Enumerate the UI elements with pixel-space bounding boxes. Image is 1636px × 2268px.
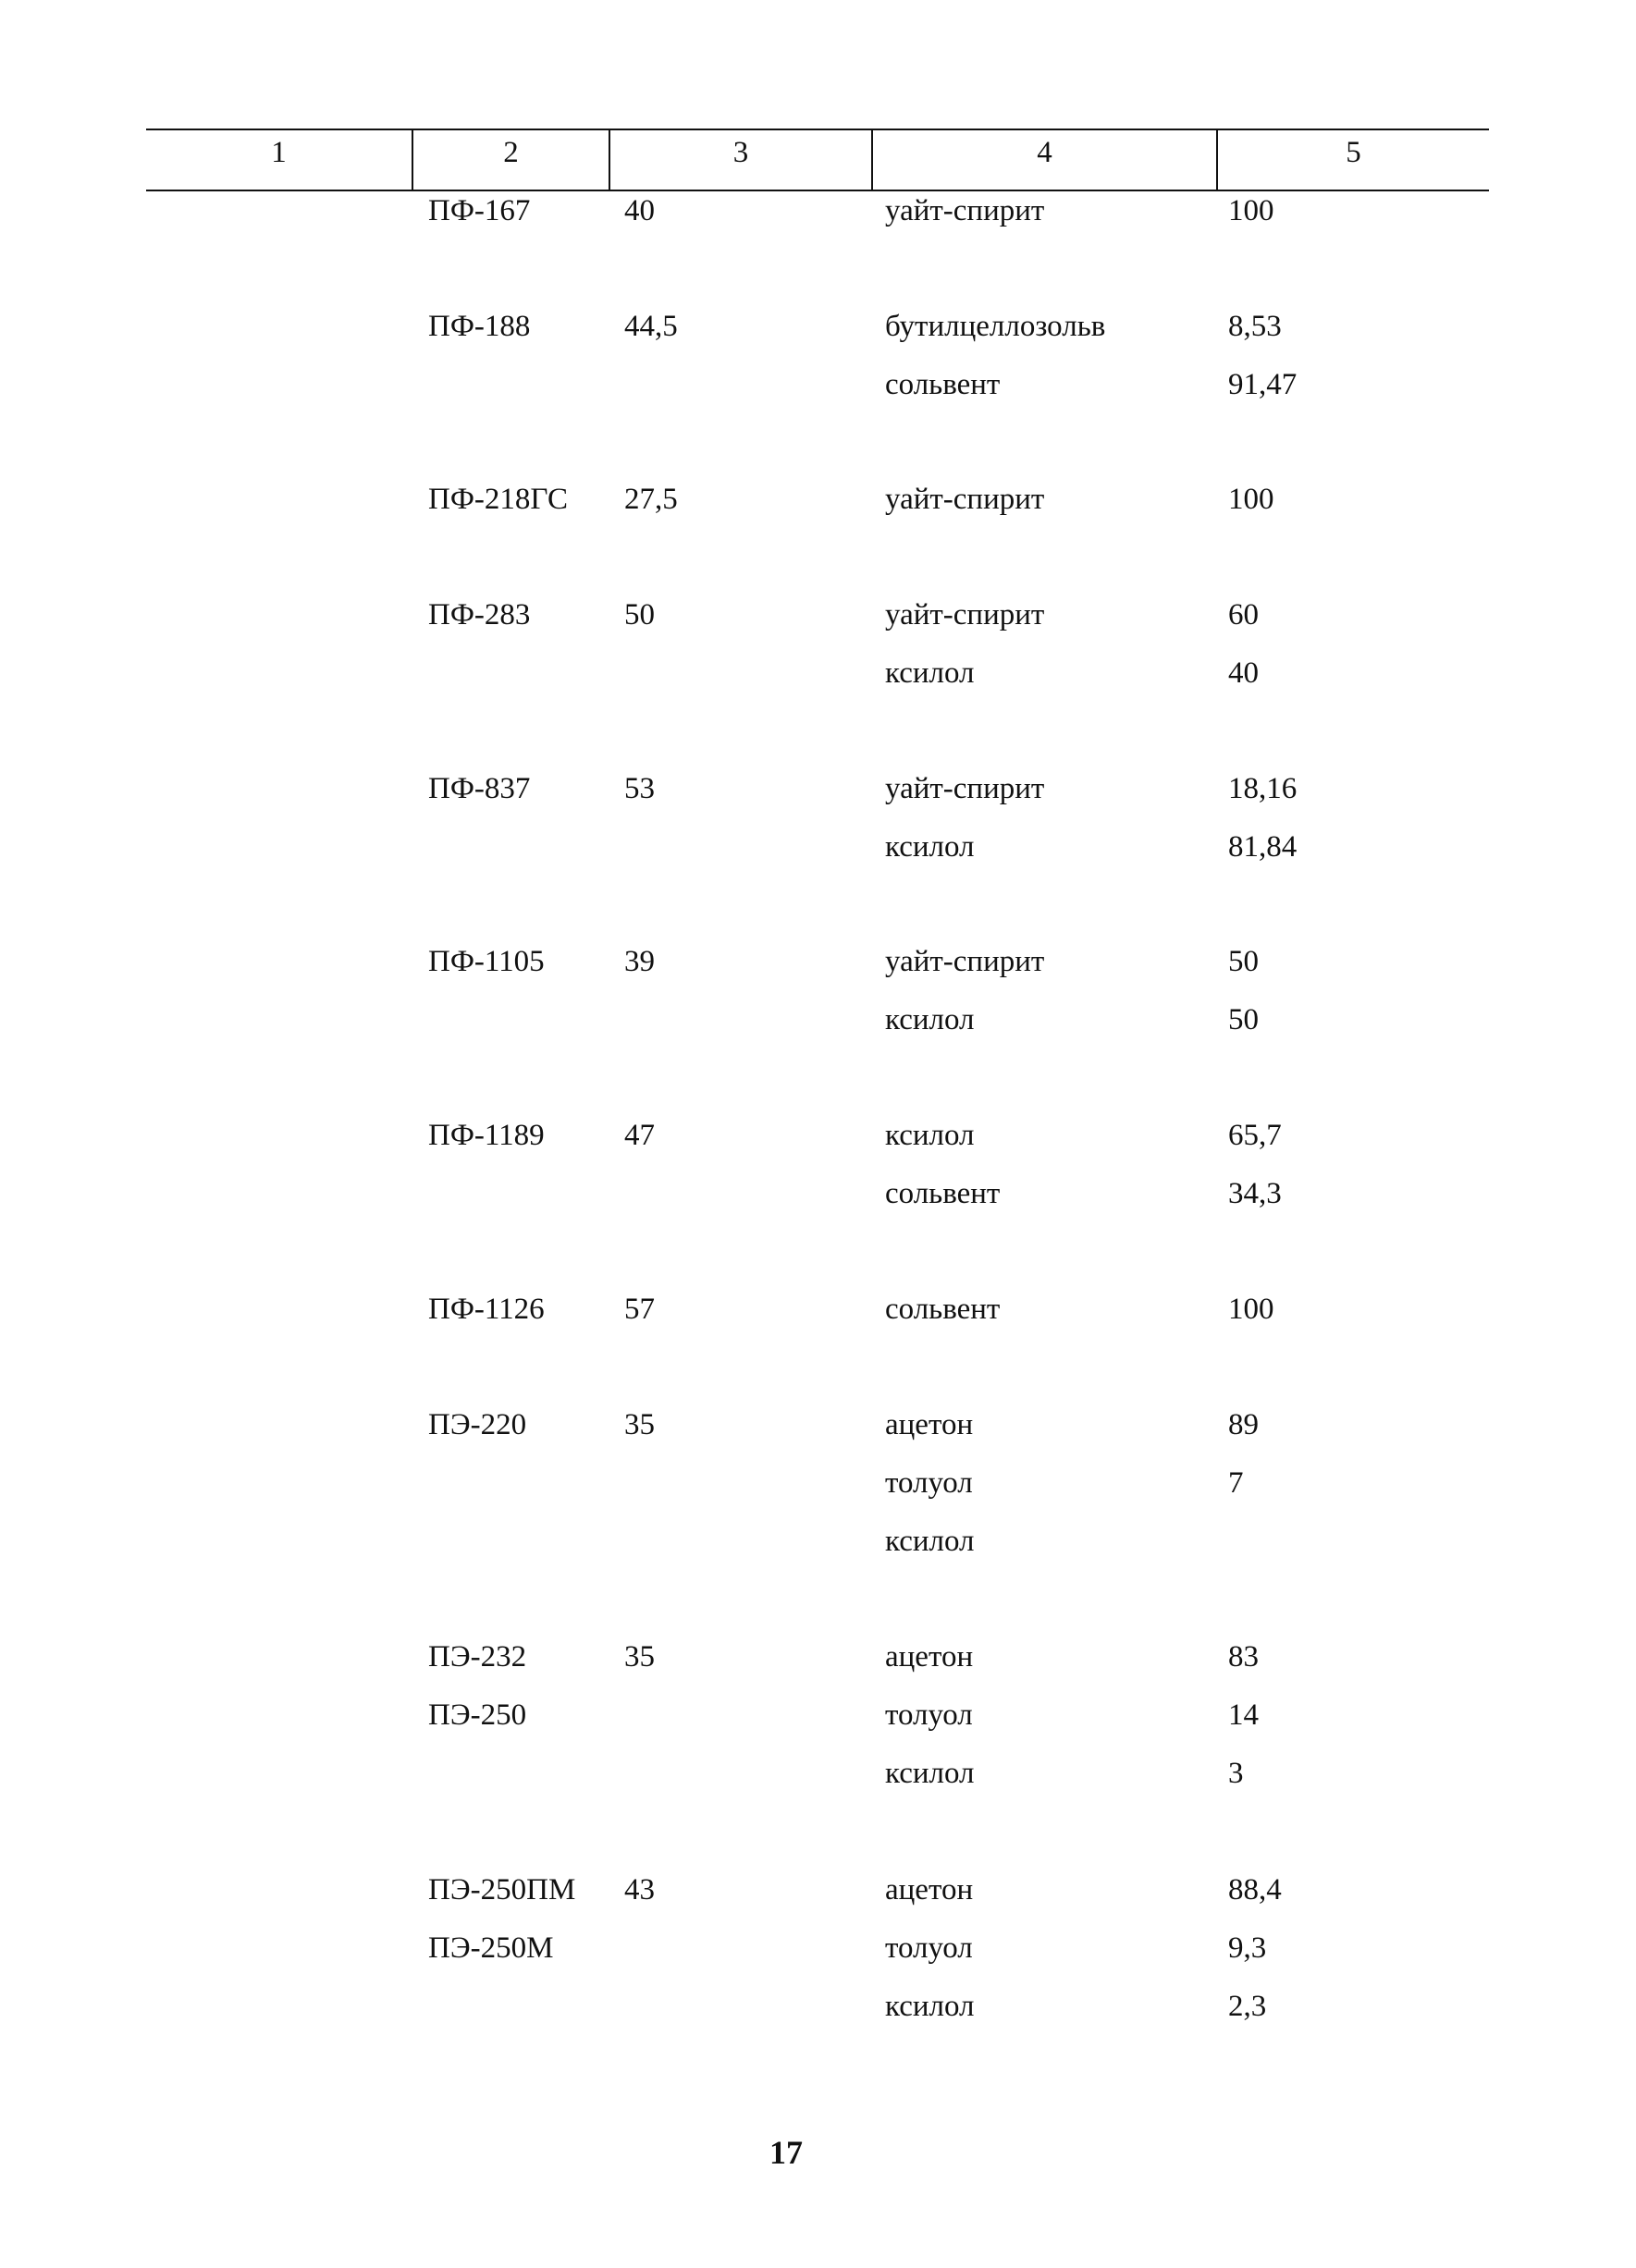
- material-value: 39: [624, 945, 655, 978]
- solvent-name: ацетон: [885, 1873, 974, 1906]
- solvent-percent: 83: [1228, 1640, 1259, 1673]
- solvent-name: ксилол: [885, 1525, 975, 1558]
- material-value: 43: [624, 1873, 655, 1906]
- header-bottom-rule: [146, 190, 1489, 191]
- solvent-name: ксилол: [885, 1757, 975, 1790]
- material-name: ПЭ-220: [428, 1408, 527, 1441]
- solvent-percent: 100: [1228, 194, 1274, 227]
- solvent-percent: 7: [1228, 1466, 1244, 1500]
- solvent-percent: 14: [1228, 1698, 1259, 1732]
- solvent-name: уайт-спирит: [885, 194, 1045, 227]
- solvent-name: толуол: [885, 1466, 973, 1500]
- solvent-percent: 88,4: [1228, 1873, 1282, 1906]
- material-name: ПФ-1189: [428, 1119, 545, 1152]
- solvent-percent: 60: [1228, 598, 1259, 631]
- material-name: ПФ-1105: [428, 945, 545, 978]
- material-value: 27,5: [624, 483, 678, 516]
- solvent-name: уайт-спирит: [885, 483, 1045, 516]
- solvent-percent: 40: [1228, 656, 1259, 690]
- header-col-2: 2: [503, 136, 519, 169]
- solvent-percent: 65,7: [1228, 1119, 1282, 1152]
- solvent-percent: 89: [1228, 1408, 1259, 1441]
- material-name: ПФ-218ГС: [428, 483, 569, 516]
- material-name: ПФ-167: [428, 194, 531, 227]
- material-name: ПФ-837: [428, 772, 531, 805]
- material-value: 35: [624, 1640, 655, 1673]
- solvent-name: сольвент: [885, 368, 1001, 401]
- solvent-percent: 50: [1228, 945, 1259, 978]
- solvent-name: бутилцеллозольв: [885, 310, 1106, 343]
- solvent-name: ксилол: [885, 656, 975, 690]
- solvent-percent: 8,53: [1228, 310, 1282, 343]
- solvent-percent: 9,3: [1228, 1931, 1267, 1965]
- header-col-3: 3: [732, 136, 749, 169]
- material-name: ПЭ-232: [428, 1640, 527, 1673]
- material-name: ПЭ-250ПМ: [428, 1873, 576, 1906]
- material-name: ПФ-188: [428, 310, 531, 343]
- solvent-name: ксилол: [885, 1003, 975, 1036]
- material-value: 35: [624, 1408, 655, 1441]
- page-number: 17: [769, 2134, 803, 2171]
- material-name: ПФ-283: [428, 598, 531, 631]
- solvent-percent: 91,47: [1228, 368, 1298, 401]
- solvent-name: уайт-спирит: [885, 772, 1045, 805]
- solvent-percent: 50: [1228, 1003, 1259, 1036]
- material-value: 50: [624, 598, 655, 631]
- material-value: 47: [624, 1119, 655, 1152]
- solvent-percent: 3: [1228, 1757, 1244, 1790]
- material-value: 53: [624, 772, 655, 805]
- solvent-percent: 81,84: [1228, 830, 1298, 864]
- solvent-name: ацетон: [885, 1640, 974, 1673]
- header-col-4: 4: [1037, 136, 1052, 169]
- solvent-name: сольвент: [885, 1177, 1001, 1210]
- solvent-name: толуол: [885, 1931, 973, 1965]
- header-col-5: 5: [1346, 136, 1361, 169]
- material-value: 44,5: [624, 310, 678, 343]
- solvent-name: ксилол: [885, 1119, 975, 1152]
- solvent-name: сольвент: [885, 1293, 1001, 1326]
- material-name: ПЭ-250: [428, 1698, 527, 1732]
- material-name: ПФ-1126: [428, 1293, 545, 1326]
- solvent-percent: 100: [1228, 1293, 1274, 1326]
- solvent-name: уайт-спирит: [885, 598, 1045, 631]
- solvent-percent: 34,3: [1228, 1177, 1282, 1210]
- solvent-name: уайт-спирит: [885, 945, 1045, 978]
- solvent-name: ацетон: [885, 1408, 974, 1441]
- material-name: ПЭ-250М: [428, 1931, 554, 1965]
- solvent-percent: 100: [1228, 483, 1274, 516]
- header-col-1: 1: [271, 136, 287, 169]
- material-value: 57: [624, 1293, 655, 1326]
- solvent-percent: 18,16: [1228, 772, 1298, 805]
- solvent-percent: 2,3: [1228, 1990, 1267, 2023]
- solvent-name: ксилол: [885, 1990, 975, 2023]
- solvent-name: толуол: [885, 1698, 973, 1732]
- header-top-rule: [146, 129, 1489, 130]
- solvent-name: ксилол: [885, 830, 975, 864]
- material-value: 40: [624, 194, 655, 227]
